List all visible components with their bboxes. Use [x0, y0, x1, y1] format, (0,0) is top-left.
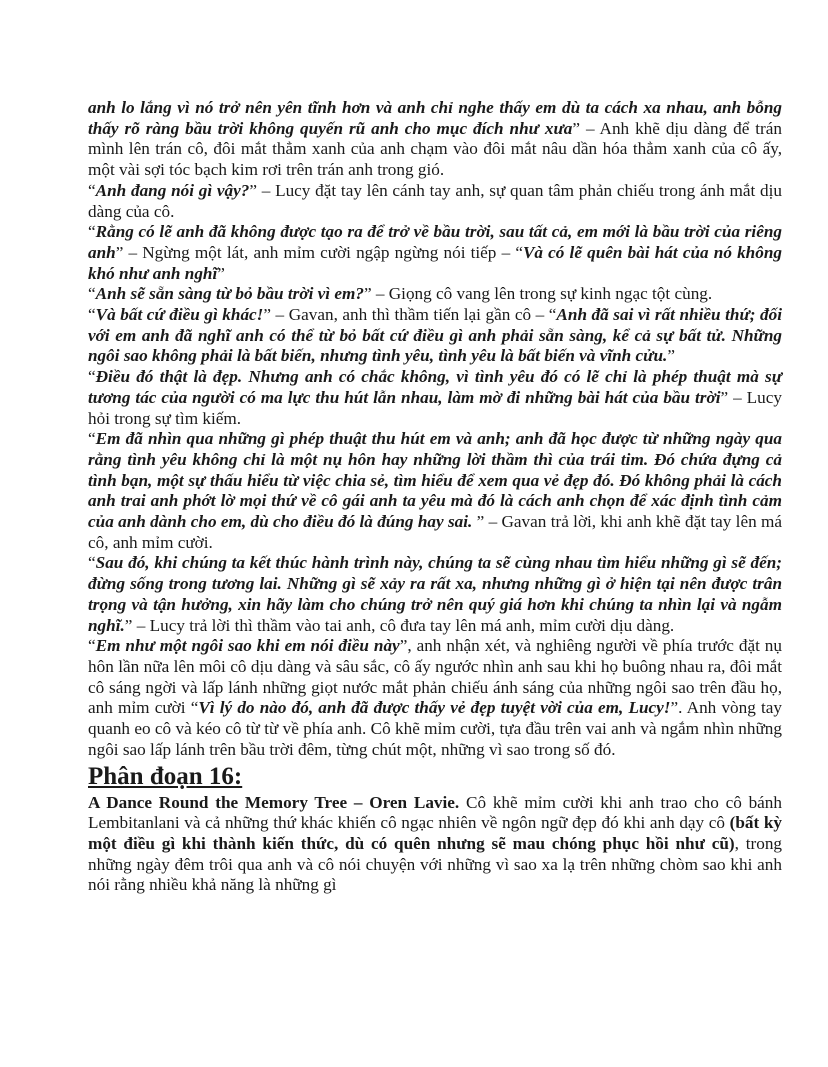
text-run: ” – Giọng cô vang lên trong sự kinh ngạc tột cùng.: [363, 284, 713, 304]
emphasized-text-run: (bất kỳ một điều gì khi thành kiến thức, dù có quên nhưng sẽ mau chóng phục hồi như cũ): [88, 813, 782, 853]
paragraph: [88, 367, 782, 429]
text-run: ” – Lucy hỏi trong sự tìm kiếm.: [88, 387, 782, 428]
text-run: “: [88, 222, 96, 242]
emphasized-text-run: Điều đó thật là đẹp. Nhưng anh có chắc không, vì tình yêu đó có lẽ chỉ là phép thuật mà sự tương tác của người có ma lực thu hút lẫn nhau, làm mờ đi những bài hát của bầu trời: [88, 367, 782, 407]
emphasized-text-run: Vì lý do nào đó, anh đã được thấy vẻ đẹp tuyệt vời của em, Lucy!: [198, 698, 671, 718]
emphasized-text-run: Em như một ngôi sao khi em nói điều này: [95, 636, 400, 656]
text-run: ” – Anh khẽ dịu dàng để trán mình lên trán cô, đôi mắt thẳm xanh của anh chạm vào đôi mắt nâu dần hóa thẳm xanh của cô ấy, một vài sợi tóc bạch kim rơi trên trán anh trong gió.: [88, 118, 782, 180]
paragraph: [88, 284, 782, 305]
emphasized-text-run: Anh đã sai vì rất nhiều thứ; đối với em anh đã nghĩ anh có thể từ bỏ bất cứ điều gì anh phải sẵn sàng, kể cả sự bất tử. Những ngôi sao không phải là bất biến, nhưng tình yêu, tình yêu là bất biến và vĩnh cửu.: [88, 305, 783, 366]
text-run: ” – Ngừng một lát, anh mỉm cười ngập ngừng nói tiếp – “: [115, 242, 523, 262]
paragraph: [88, 429, 782, 553]
paragraph: [88, 181, 782, 222]
emphasized-text-run: Em đã nhìn qua những gì phép thuật thu hút em và anh; anh đã học được từ những ngày qua rằng tình yêu không chỉ là một nụ hôn hay những lời thầm thì của trái tim. Đó chứa đựng cả tình bạn, một sự thấu hiểu từ việc chia sẻ, tìm hiểu để xem qua vẻ đẹp đó. Đó không phải là cách anh trai anh phớt lờ mọi thứ về cô gái anh ta yêu mà đó là cách anh chọn để xác định tình cảm của anh dành cho em, dù cho điều đó là đúng hay sai.: [88, 429, 782, 532]
emphasized-text-run: A Dance Round the Memory Tree – Oren Lavie.: [88, 792, 460, 812]
text-run: ”, anh nhận xét, và nghiêng người về phía trước đặt nụ hôn lần nữa lên môi cô dịu dàng và sâu sắc, cô ấy ngước nhìn anh sau khi họ buông nhau ra, đôi mắt cô sáng ngời và lấp lánh những giọt nước mắt phản chiếu ánh sáng của những ngôi sao trên đầu họ, anh mỉm cười “: [88, 636, 782, 718]
final-paragraph: [88, 793, 782, 897]
text-run: Cô khẽ mỉm cười khi anh trao cho cô bánh Lembitanlani và cả những thứ khác khiến cô ngạc nhiên về ngôn ngữ đẹp đó khi anh dạy cô: [88, 792, 782, 833]
text-run: “: [88, 180, 96, 200]
section-heading: Phân đoạn 16:: [88, 762, 243, 790]
emphasized-text-run: anh lo lắng vì nó trở nên yên tĩnh hơn và anh chỉ nghe thấy em dù ta cách xa nhau, anh bỗng thấy rõ ràng bầu trời không quyến rũ anh cho mục đích như xưa: [88, 98, 782, 138]
text-run: ” – Gavan trả lời, khi anh khẽ đặt tay lên má cô, anh mỉm cười.: [88, 512, 782, 552]
text-run: ” – Lucy trả lời thì thầm vào tai anh, cô đưa tay lên má anh, mỉm cười dịu dàng.: [124, 615, 675, 635]
text-run: “: [88, 367, 96, 387]
text-run: ”: [667, 346, 675, 366]
emphasized-text-run: Rằng có lẽ anh đã không được tạo ra để trở về bầu trời, sau tất cả, em mới là bầu trời của riêng anh: [88, 222, 782, 262]
paragraph: [88, 98, 782, 181]
text-run: “: [88, 305, 96, 325]
text-run: “: [88, 636, 96, 656]
text-run: “: [88, 429, 96, 449]
text-run: ”. Anh vòng tay quanh eo cô và kéo cô từ từ về phía anh. Cô khẽ mỉm cười, tựa đầu trên vai anh và ngắm nhìn những ngôi sao lấp lánh trên bầu trời đêm, từng chút một, những vì sao trong số đó.: [88, 698, 783, 759]
emphasized-text-run: Anh sẽ sẵn sàng từ bỏ bầu trời vì em?: [95, 284, 364, 304]
text-run: ” – Gavan, anh thì thầm tiến lại gần cô – “: [263, 305, 557, 325]
text-run: “: [88, 284, 96, 304]
text-run: ”: [217, 263, 225, 283]
emphasized-text-run: Và có lẽ quên bài hát của nó không khó như anh nghĩ: [88, 242, 782, 283]
paragraph: [88, 553, 782, 636]
paragraph: [88, 636, 782, 760]
text-run: , trong những ngày đêm trôi qua anh và cô nói chuyện với những vì sao xa lạ trên những chòm sao khi anh nói rằng nhiều khả năng là những gì: [88, 833, 783, 895]
text-run: ” – Lucy đặt tay lên cánh tay anh, sự quan tâm phản chiếu trong ánh mắt dịu dàng của cô.: [88, 180, 782, 221]
emphasized-text-run: Anh đang nói gì vậy?: [95, 180, 250, 200]
body-text: [88, 98, 782, 761]
emphasized-text-run: Sau đó, khi chúng ta kết thúc hành trình này, chúng ta sẽ cùng nhau tìm hiểu những gì sẽ đến; đừng sống trong tương lai. Những gì sẽ xảy ra rất xa, nhưng những gì ở hiện tại nên được trân trọng và tận hưởng, xin hãy làm cho chúng trở nên quý giá hơn khi chúng ta nhìn lại và ngẫm nghĩ.: [88, 553, 782, 635]
emphasized-text-run: Và bất cứ điều gì khác!: [95, 305, 264, 325]
paragraph: [88, 222, 782, 284]
text-run: “: [88, 553, 96, 573]
paragraph: [88, 305, 782, 367]
